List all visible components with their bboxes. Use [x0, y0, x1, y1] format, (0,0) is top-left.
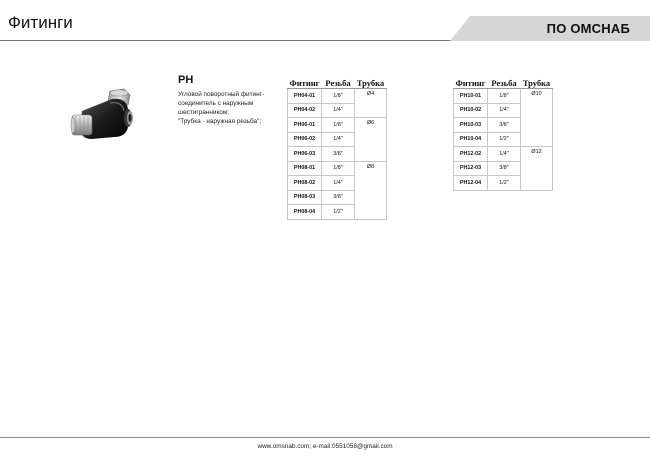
- fitting-code: PH10-04: [454, 132, 488, 147]
- column-header-fitting: Фитинг: [455, 78, 486, 88]
- tube-diameter: Ø12: [521, 147, 553, 191]
- thread-size: 3/8": [322, 147, 355, 162]
- thread-size: 1/2": [488, 176, 521, 191]
- table-row: [454, 89, 553, 104]
- fitting-code: PH10-01: [454, 89, 488, 104]
- brand-name: ПО ОМСНАБ: [546, 21, 630, 36]
- description-line: соединитель с наружным: [178, 100, 254, 107]
- thread-size: 3/8": [488, 118, 521, 133]
- thread-size: 1/2": [488, 132, 521, 147]
- column-header-tube: Трубка: [355, 78, 387, 89]
- thread-size: 1/2": [322, 205, 355, 220]
- footer-contacts: www.omsnab.com; e-mail:0551058@gmail.com: [257, 443, 393, 450]
- product-description: [178, 90, 278, 126]
- thread-size: 1/4": [322, 176, 355, 191]
- thread-size: 3/8": [488, 161, 521, 176]
- column-header-tube: Трубка: [521, 78, 553, 89]
- fitting-code: PH12-03: [454, 161, 488, 176]
- spec-table-1: [287, 78, 387, 220]
- fitting-code: PH10-02: [454, 103, 488, 118]
- fitting-code: PH04-02: [288, 103, 322, 118]
- column-header-fitting: Фитинг: [289, 78, 320, 88]
- footer-divider: [0, 437, 650, 438]
- thread-size: 1/4": [322, 132, 355, 147]
- table-row: [454, 147, 553, 162]
- product-fitting-image: [70, 85, 150, 147]
- description-line: Угловой поворотный фитинг-: [178, 91, 265, 98]
- tube-diameter: Ø8: [355, 161, 387, 219]
- column-header-thread: Резьба: [488, 78, 521, 89]
- description-line: шестигранником;: [178, 109, 230, 116]
- table-row: [288, 89, 387, 104]
- fitting-code: PH06-03: [288, 147, 322, 162]
- fitting-code: PH12-02: [454, 147, 488, 162]
- thread-size: 1/8": [322, 118, 355, 133]
- thread-size: 1/8": [488, 89, 521, 104]
- fitting-code: PH08-03: [288, 190, 322, 205]
- tube-diameter: Ø10: [521, 89, 553, 147]
- header-divider: [0, 40, 460, 41]
- fitting-code: PH12-04: [454, 176, 488, 191]
- page-title: Фитинги: [8, 13, 73, 32]
- tube-diameter: Ø6: [355, 118, 387, 162]
- tube-diameter: Ø4: [355, 89, 387, 118]
- thread-size: 3/8": [322, 190, 355, 205]
- fitting-code: PH06-01: [288, 118, 322, 133]
- thread-size: 1/8": [322, 161, 355, 176]
- thread-size: 1/8": [322, 89, 355, 104]
- fitting-code: PH08-02: [288, 176, 322, 191]
- product-code: PH: [178, 74, 194, 86]
- table-row: [288, 161, 387, 176]
- column-header-thread: Резьба: [322, 78, 355, 89]
- thread-size: 1/4": [322, 103, 355, 118]
- table-row: [288, 118, 387, 133]
- fitting-code: PH08-01: [288, 161, 322, 176]
- fitting-code: PH06-02: [288, 132, 322, 147]
- fitting-code: PH04-01: [288, 89, 322, 104]
- description-line: "Трубка - наружная резьба";: [178, 118, 262, 125]
- fitting-code: PH10-03: [454, 118, 488, 133]
- thread-size: 1/4": [488, 147, 521, 162]
- thread-size: 1/4": [488, 103, 521, 118]
- fitting-code: PH08-04: [288, 205, 322, 220]
- spec-table-2: [453, 78, 553, 191]
